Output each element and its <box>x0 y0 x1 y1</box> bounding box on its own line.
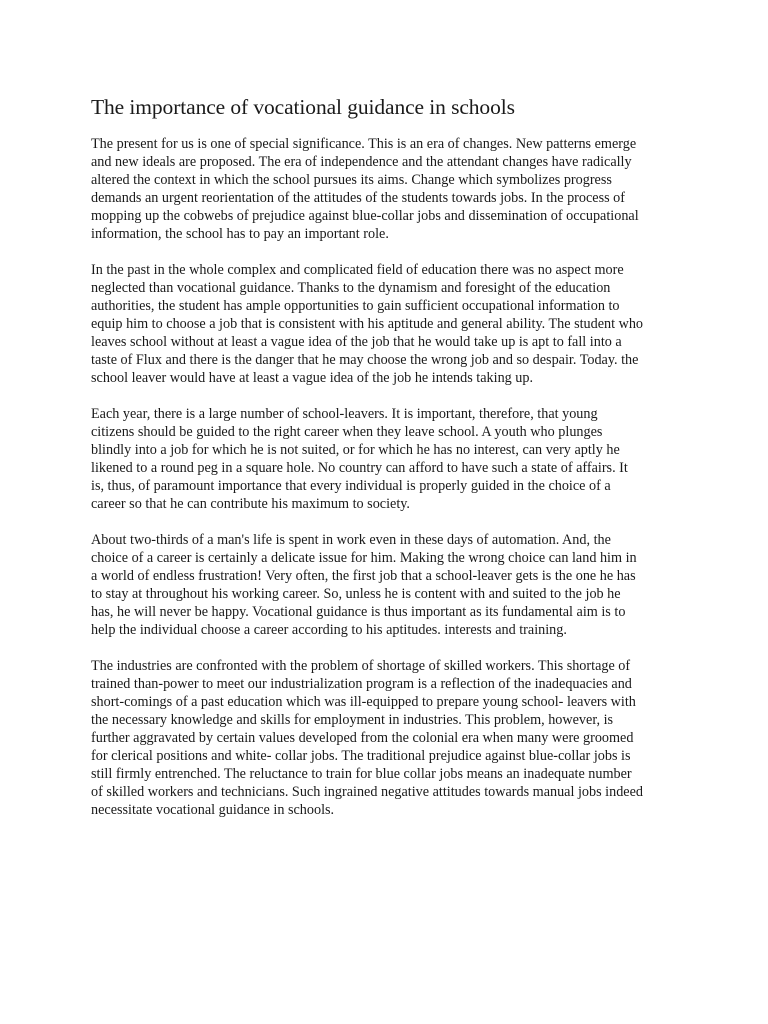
text-line: further aggravated by certain values developed from the colonial era when many were groomed <box>91 730 634 746</box>
document-title: The importance of vocational guidance in schools <box>91 95 515 119</box>
text-line: choice of a career is certainly a delicate issue for him. Making the wrong choice can land him in <box>91 550 637 566</box>
text-line: equip him to choose a job that is consistent with his aptitude and general ability. The student who <box>91 316 644 332</box>
text-line: is, thus, of paramount importance that every individual is properly guided in the choice of a <box>91 478 611 494</box>
text-line: In the past in the whole complex and complicated field of education there was no aspect more <box>91 262 624 278</box>
text-line: altered the context in which the school pursues its aims. Change which symbolizes progress <box>91 172 612 188</box>
paragraph <box>91 135 685 243</box>
text-line: taste of Flux and there is the danger that he may choose the wrong job and so despair. Today. the <box>91 352 639 368</box>
paragraph <box>91 531 685 639</box>
text-line: for clerical positions and white- collar jobs. The traditional prejudice against blue-collar jobs is <box>91 748 631 764</box>
text-line: still firmly entrenched. The reluctance to train for blue collar jobs means an inadequate number <box>91 766 632 782</box>
text-line: help the individual choose a career according to his aptitudes. interests and training. <box>91 622 567 638</box>
paragraph <box>91 261 685 387</box>
text-line: neglected than vocational guidance. Thanks to the dynamism and foresight of the education <box>91 280 611 296</box>
text-line: trained than-power to meet our industrialization program is a reflection of the inadequacies and <box>91 676 632 692</box>
text-line: school leaver would have at least a vague idea of the job he intends taking up. <box>91 370 534 386</box>
text-line: has, he will never be happy. Vocational guidance is thus important as its fundamental aim is to <box>91 604 626 620</box>
text-line: to stay at throughout his working career. So, unless he is content with and suited to the job he <box>91 586 621 602</box>
text-line: leaves school without at least a vague idea of the job that he would take up is apt to fall into a <box>91 334 622 350</box>
text-line: and new ideals are proposed. The era of independence and the attendant changes have radically <box>91 154 632 170</box>
paragraph <box>91 657 685 819</box>
text-line: citizens should be guided to the right career when they leave school. A youth who plunges <box>91 424 603 440</box>
text-line: short-comings of a past education which was ill-equipped to prepare young school- leavers with <box>91 694 636 710</box>
text-line: mopping up the cobwebs of prejudice against blue-collar jobs and dissemination of occupational <box>91 208 639 224</box>
document-page <box>91 93 685 837</box>
text-line: of skilled workers and technicians. Such ingrained negative attitudes towards manual jobs indeed <box>91 784 643 800</box>
text-line: a world of endless frustration! Very often, the first job that a school-leaver gets is the one he has <box>91 568 636 584</box>
text-line: blindly into a job for which he is not suited, or for which he has no interest, can very aptly he <box>91 442 620 458</box>
paragraph <box>91 405 685 513</box>
text-line: career so that he can contribute his maximum to society. <box>91 496 410 512</box>
text-line: The present for us is one of special significance. This is an era of changes. New patterns emerge <box>91 136 637 152</box>
text-line: information, the school has to pay an important role. <box>91 226 389 242</box>
text-line: demands an urgent reorientation of the attitudes of the students towards jobs. In the process of <box>91 190 626 206</box>
text-line: authorities, the student has ample opportunities to gain sufficient occupational information to <box>91 298 620 314</box>
text-line: The industries are confronted with the problem of shortage of skilled workers. This shortage of <box>91 658 631 674</box>
text-line: likened to a round peg in a square hole. No country can afford to have such a state of affairs. It <box>91 460 628 476</box>
text-line: About two-thirds of a man's life is spent in work even in these days of automation. And, the <box>91 532 611 548</box>
text-line: Each year, there is a large number of school-leavers. It is important, therefore, that young <box>91 406 598 422</box>
text-line: necessitate vocational guidance in schools. <box>91 802 335 818</box>
text-line: the necessary knowledge and skills for employment in industries. This problem, however, is <box>91 712 614 728</box>
